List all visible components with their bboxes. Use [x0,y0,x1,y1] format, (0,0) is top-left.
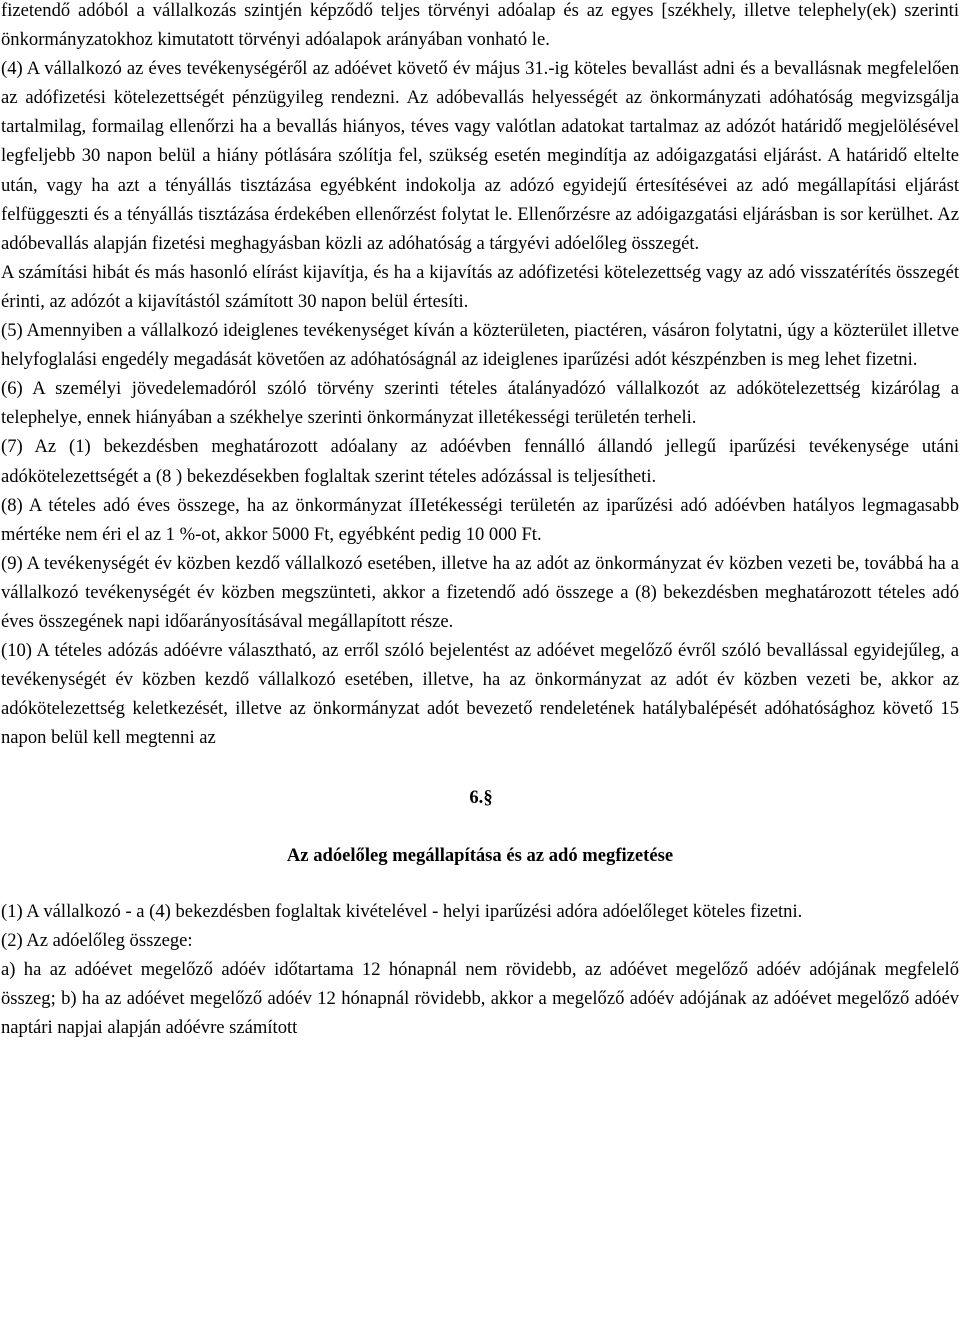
paragraph-9: (9) A tevékenységét év közben kezdő vállalkozó esetében, illetve ha az adót az önkormányzat év közben vezeti be, továbbá ha a vállalkozó tevékenységét év közben megszünteti, akkor a fizetendő adó összege a (8) bekezdésben meghatározott tételes adó éves összegének napi időarányosításával megállapított része. [1,552,959,632]
section-number: 6.§ [469,787,493,809]
section6-paragraph-1: (1) A vállalkozó - a (4) bekezdésben foglaltak kivételével - helyi iparűzési adóra adóelőleget köteles fizetni. [1,900,803,922]
paragraph-10: (10) A tételes adózás adóévre választható, az erről szóló bejelentést az adóévet megelőző évről szóló bevallással egyidejűleg, a tevékenységét év közben kezdő vállalkozó esetében, illetve, ha az önkormányzat az adót év közben vezeti be, akkor az adókötelezettség keletkezését, illetve az önkormányzat adót bevezető rendeletének hatálybalépését adóhatósághoz követő 15 napon belül kell megtenni az [1,640,959,749]
section-title: Az adóelőleg megállapítása és az adó megfizetése [286,844,674,866]
paragraph-continuation: fizetendő adóból a vállalkozás szintjén képződő teljes törvényi adóalap és az egyes [székhely, illetve telephely(ek) szerinti önkormányzatokhoz kimutatott törvényi adóalapok arányában vonható le. [1,0,959,51]
paragraph-7: (7) Az (1) bekezdésben meghatározott adóalany az adóévben fennálló állandó jellegű iparűzési tevékenysége utáni adókötelezettségét a (8 ) bekezdésekben foglaltak szerint tételes adózással is teljesítheti. [1,436,959,487]
paragraph-8: (8) A tételes adó éves összege, ha az önkormányzat íIIetékességi területén az iparűzési adó adóévben hatályos legmagasabb mértéke nem éri el az 1 %-ot, akkor 5000 Ft, egyébként pedig 10 000 Ft. [1,494,959,545]
paragraph-correction: A számítási hibát és más hasonló elírást kijavítja, és ha a kijavítás az adófizetési kötelezettség vagy az adó visszatérítés összegét érinti, az adózót a kijavítástól számított 30 napon belül értesíti. [1,261,959,312]
paragraph-5: (5) Amennyiben a vállalkozó ideiglenes tevékenységet kíván a közterületen, piactéren, vásáron folytatni, úgy a közterület illetve helyfoglalási engedély megadását követően az adóhatóságnál az ideiglenes iparűzési adót készpénzben is meg lehet fizetni. [1,320,959,371]
section6-paragraph-2a: a) ha az adóévet megelőző adóév időtartama 12 hónapnál nem rövidebb, az adóévet megelőző adóév adójának megfelelő összeg; b) ha az adóévet megelőző adóév 12 hónapnál rövidebb, akkor a megelőző adóév adójának az adóévet megelőző adóév naptári napjai alapján adóévre számított [1,958,959,1038]
paragraph-6: (6) A személyi jövedelemadóról szóló törvény szerinti tételes átalányadózó vállalkozót az adókötelezettség kizárólag a telephelye, ennek hiányában a székhelye szerinti önkormányzat illetékességi területén terheli. [1,378,959,429]
paragraph-4: (4) A vállalkozó az éves tevékenységéről az adóévet követő év május 31.-ig köteles bevallást adni és a bevallásnak megfelelően az adófizetési kötelezettségét pénzügyileg rendezni. Az adóbevallás helyességét az önkormányzati adóhatóság megvizsgálja tartalmilag, formailag ellenőrzi ha a bevallás hiányos, téves vagy valótlan adatokat tartalmaz az adózót határidő megjelölésével legfeljebb 30 napon belül a hiány pótlására szólítja fel, szükség esetén megindítja az adóigazgatási eljárást. A határidő eltelte után, vagy ha azt a tényállás tisztázása egyébként indokolja az adózó egyidejű értesítésévei az adó megállapítási eljárást felfüggeszti és a tényállás tisztázása érdekében ellenőrzést folytat le. Ellenőrzésre az adóigazgatási eljárásban is sor kerülhet. Az adóbevallás alapján fizetési meghagyásban közli az adóhatóság a tárgyévi adóelőleg összegét. [1,58,959,254]
section6-paragraph-2: (2) Az adóelőleg összege: [1,929,193,951]
